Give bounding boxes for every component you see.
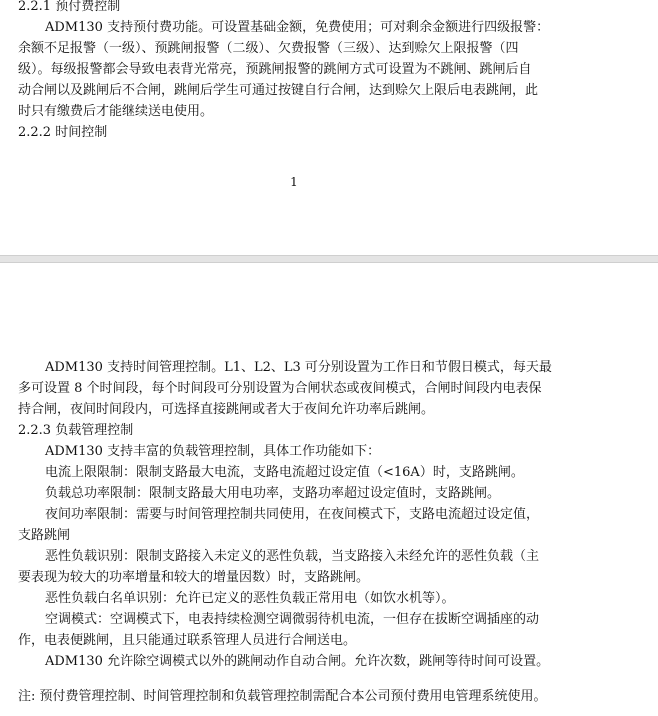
section-2-2-3-heading: 2.2.3 负载管理控制	[18, 423, 134, 438]
paragraph-line: 动合闸以及跳闸后不合闸，跳闸后学生可通过按键自行合闸，达到赊欠上限后电表跳闸，此	[18, 83, 539, 98]
paragraph-line: 级）。每级报警都会导致电表背光常亮，预跳闸报警的跳闸方式可设置为不跳闸、跳闸后自	[18, 62, 532, 77]
paragraph-line: 支路跳闸	[18, 528, 71, 543]
footnote: 注: 预付费管理控制、时间管理控制和负载管理控制需配合本公司预付费用电管理系统使用。	[18, 689, 547, 704]
paragraph-line: 恶性负载白名单识别：允许已定义的恶性负载正常用电（如饮水机等）。	[45, 591, 455, 606]
paragraph-line: 持合闸，夜间时间段内，可选择直接跳闸或者大于夜间允许功率后跳闸。	[18, 402, 435, 417]
paragraph-line: 时只有缴费后才能继续送电使用。	[18, 104, 214, 119]
page-1-text	[18, 0, 574, 143]
paragraph-line: ADM130 支持预付费功能。可设置基础金额，免费使用；可对剩余金额进行四级报警：	[45, 20, 550, 35]
page-2-text	[18, 357, 574, 707]
paragraph-line: 余额不足报警（一级）、预跳闸报警（二级）、欠费报警（三级）、达到赊欠上限报警（四	[18, 41, 519, 56]
document-page-1	[0, 0, 658, 255]
paragraph-line: 夜间功率限制：需要与时间管理控制共同使用，在夜间模式下，支路电流超过设定值，	[45, 507, 540, 522]
paragraph-line: 电流上限限制：限制支路最大电流，支路电流超过设定值（<16A）时，支路跳闸。	[45, 465, 524, 480]
paragraph-line: 要表现为较大的功率增量和较大的增量因数）时，支路跳闸。	[18, 570, 370, 585]
section-2-2-1-heading: 2.2.1 预付费控制	[18, 0, 121, 14]
paragraph-line: ADM130 支持丰富的负载管理控制，具体工作功能如下：	[45, 444, 381, 459]
page-number: 1	[290, 175, 298, 189]
paragraph-line: 恶性负载识别：限制支路接入未定义的恶性负载，当支路接入未经允许的恶性负载（主	[45, 549, 540, 564]
section-2-2-2-heading: 2.2.2 时间控制	[18, 125, 108, 140]
document-page-2	[0, 263, 658, 716]
paragraph-line: ADM130 支持时间管理控制。L1、L2、L3 可分别设置为工作日和节假日模式，每天最	[45, 360, 552, 375]
page-separator	[0, 255, 658, 263]
paragraph-line: ADM130 允许除空调模式以外的跳闸动作自动合闸。允许次数，跳闸等待时间可设置。	[45, 654, 550, 669]
paragraph-line: 空调模式：空调模式下，电表持续检测空调微弱待机电流，一但存在拔断空调插座的动	[45, 612, 540, 627]
paragraph-line: 多可设置 8 个时间段，每个时间段可分别设置为合闸状态或夜间模式，合闸时间段内电表保	[18, 381, 542, 396]
blank-line	[18, 672, 574, 686]
paragraph-line: 负载总功率限制：限制支路最大用电功率，支路功率超过设定值时，支路跳闸。	[45, 486, 501, 501]
paragraph-line: 作，电表便跳闸，且只能通过联系管理人员进行合闸送电。	[18, 633, 357, 648]
